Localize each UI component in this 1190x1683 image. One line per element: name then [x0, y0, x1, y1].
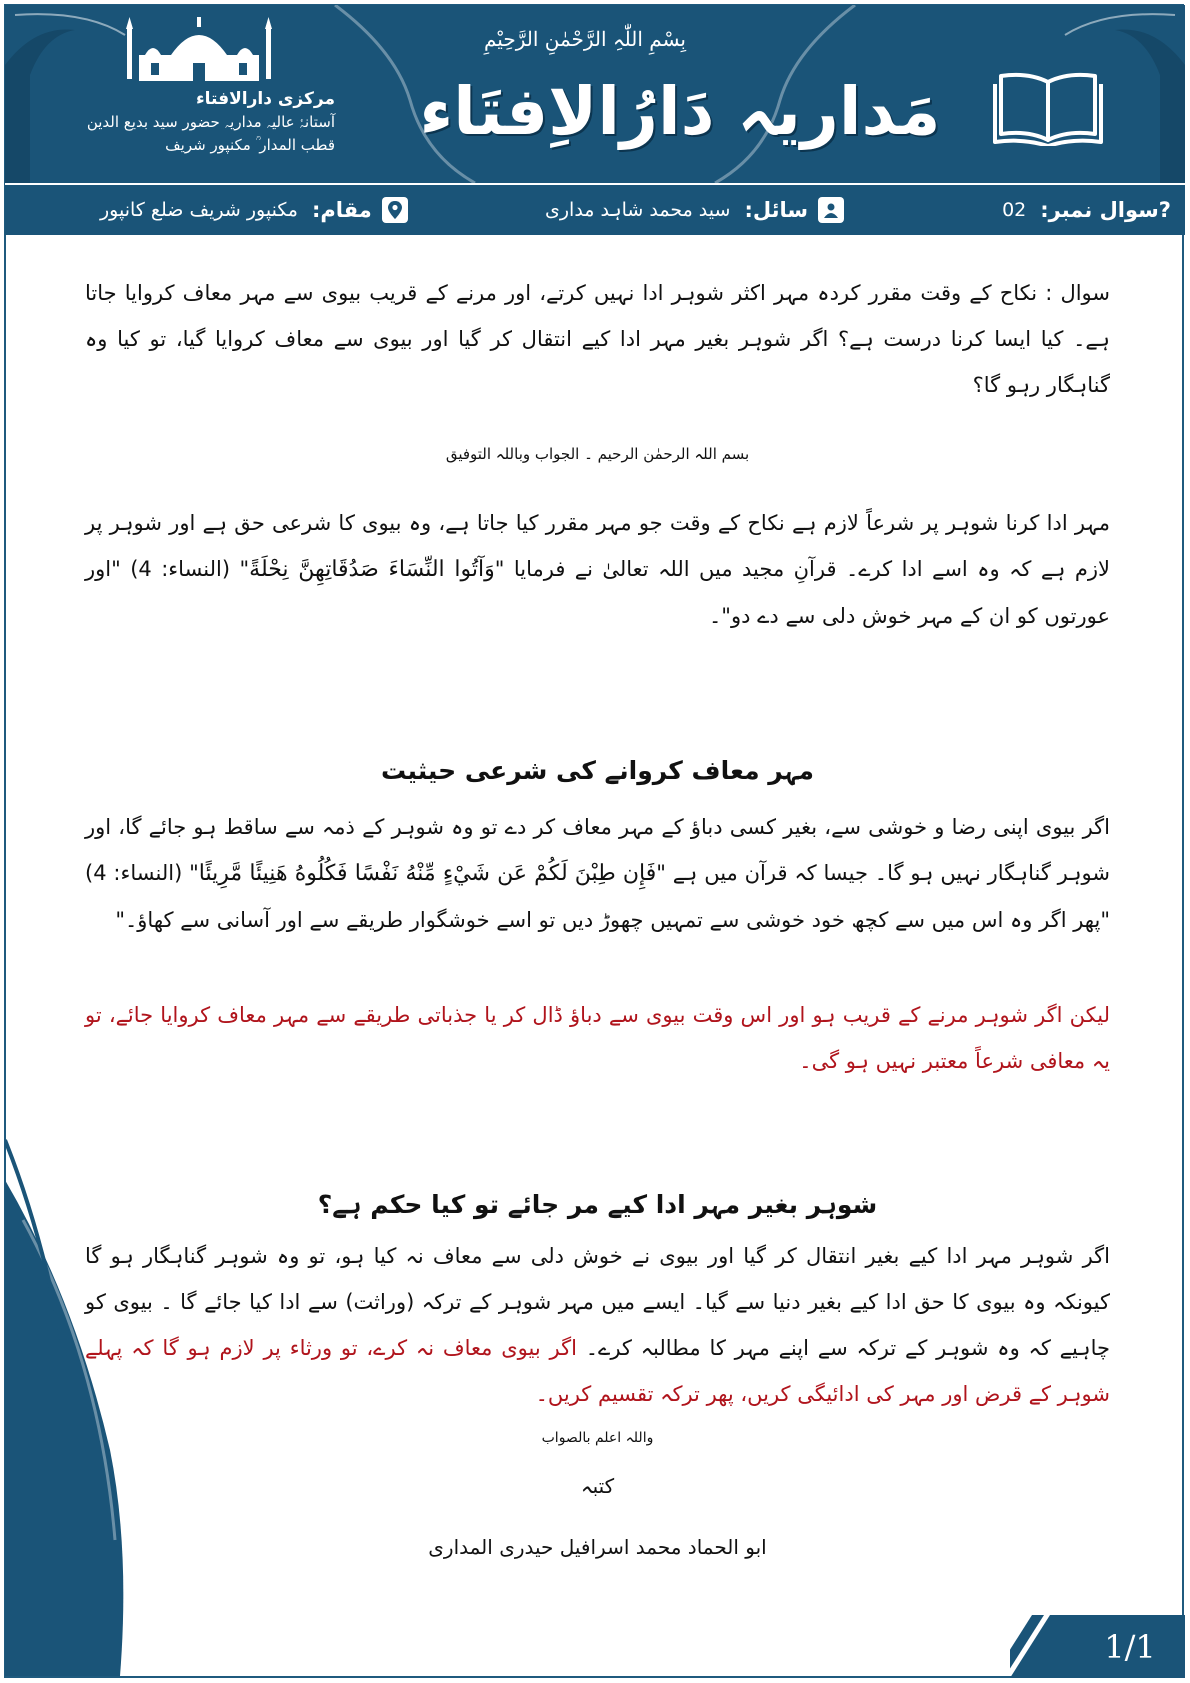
questioner-field — [545, 185, 844, 235]
bismillah-calligraphy: بِسْمِ اللّٰہِ الرَّحْمٰنِ الرَّحِیْمِ — [483, 27, 686, 51]
page-title: مَداریہ دَارُالاِفتَاء — [419, 73, 941, 150]
quran-verse-1: وَآتُوا النِّسَاءَ صَدُقَاتِهِنَّ نِحْلَةً — [249, 557, 495, 582]
header-banner — [5, 5, 1185, 183]
answer-paragraph-2 — [85, 804, 1110, 943]
author-name: ابو الحماد محمد اسرافیل حیدری المداری — [428, 1535, 767, 1559]
organization-info — [65, 87, 335, 157]
written-by-label: کتبہ — [580, 1474, 615, 1498]
mosque-icon — [123, 15, 275, 87]
location-value: مکنپور شریف ضلع کانپور — [100, 199, 298, 221]
section-heading-2: شوہر بغیر مہر ادا کیے مر جائے تو کیا حکم ہے؟ — [317, 1190, 878, 1219]
section-heading-1: مہر معاف کروانے کی شرعی حیثیت — [381, 756, 814, 785]
questioner-label: سائل: — [744, 198, 809, 222]
quran-verse-2: فَإِن طِبْنَ لَكُمْ عَن شَيْءٍ مِّنْهُ نَفْسًا فَكُلُوهُ هَنِيئًا مَّرِيئًا — [198, 861, 657, 886]
info-bar — [5, 183, 1185, 235]
question-text: سوال : نکاح کے وقت مقرر کردہ مہر اکثر شوہر ادا نہیں کرتے، اور مرنے کے قریب بیوی سے مہر معاف کروایا جاتا ہے۔ کیا ایسا کرنا درست ہے؟ اگر شوہر بغیر مہر ادا کیے انتقال کر گیا اور بیوی سے معاف کروایا گیا، تو کیا وہ گناہگار رہو گا؟ — [85, 281, 1110, 397]
question-number-field — [1002, 185, 1171, 235]
left-decorative-swoosh — [5, 1120, 145, 1676]
answer-paragraph-1 — [85, 500, 1110, 639]
organization-name: مرکزی دارالافتاء — [195, 89, 335, 109]
answer-paragraph-4-text: اگر شوہر مہر ادا کیے بغیر انتقال کر گیا اور بیوی نے خوش دلی سے معاف نہ کیا ہو، تو وہ شوہر گناہگار ہو گا کیونکہ وہ بیوی کا حق ادا کیے بغیر دنیا سے گیا۔ ایسے میں مہر شوہر کے ترکہ (وراثت) سے ادا کیا جائے گا ۔ بیوی کو چاہیے کہ وہ شوہر کے ترکہ سے اپنے مہر کا مطالبہ کرے۔ — [85, 1244, 1110, 1360]
location-label: مقام: — [312, 198, 372, 222]
questioner-name: سید محمد شاہد مداری — [545, 199, 731, 221]
location-field — [100, 185, 408, 235]
location-pin-icon — [382, 197, 408, 223]
answer-opening: بسم اللہ الرحمٰن الرحیم ۔ الجواب وباللہ التوفیق — [445, 445, 750, 463]
answer-paragraph-4-warning: اگر بیوی معاف نہ کرے، تو ورثاء پر لازم ہو گا کہ پہلے شوہر کے قرض اور مہر کی ادائیگی کریں، پھر ترکہ تقسیم کریں۔ — [85, 1336, 1110, 1406]
answer-paragraph-4 — [85, 1233, 1110, 1417]
organization-address: آستانۂ عالیہ مداریہ حضور سید بدیع الدین قطب المدار ؒ مکنپور شریف — [86, 113, 335, 154]
answer-paragraph-1-translation: " (النساء: 4) "اور عورتوں کو ان کے مہر خوش دلی سے دے دو"۔ — [85, 557, 1110, 628]
answer-paragraph-2-translation: " (النساء: 4) "پھر اگر وہ اس میں سے کچھ خود خوشی سے تمہیں چھوڑ دیں تو اسے خوشگوار طریقے سے اور آسانی سے کھاؤ۔" — [85, 861, 1110, 932]
user-icon — [818, 197, 844, 223]
answer-paragraph-1-text: مہر ادا کرنا شوہر پر شرعاً لازم ہے نکاح کے وقت جو مہر مقرر کیا جاتا ہے، وہ بیوی کا شرعی حق ہے اور شوہر پر لازم ہے کہ وہ اسے ادا کرے۔ قرآنِ مجید میں اللہ تعالیٰ نے فرمایا " — [85, 511, 1110, 581]
question-number-value: 02 — [1002, 199, 1027, 221]
open-book-icon — [993, 68, 1103, 146]
page-number: 1/1 — [1104, 1628, 1156, 1666]
question-number-label: ?سوال نمبر: — [1040, 198, 1171, 222]
answer-paragraph-2-text: اگر بیوی اپنی رضا و خوشی سے، بغیر کسی دباؤ کے مہر معاف کر دے تو وہ شوہر کے ذمہ سے ساقط ہو جائے گا، اور شوہر گناہگار نہیں ہو گا۔ جیسا کہ قرآن میں ہے " — [85, 815, 1110, 885]
closing-phrase: واللہ اعلم بالصواب — [541, 1430, 654, 1446]
answer-paragraph-3-warning: لیکن اگر شوہر مرنے کے قریب ہو اور اس وقت بیوی سے دباؤ ڈال کر یا جذباتی طریقے سے مہر معاف کروایا جائے، تو یہ معافی شرعاً معتبر نہیں ہو گی۔ — [85, 1003, 1110, 1073]
